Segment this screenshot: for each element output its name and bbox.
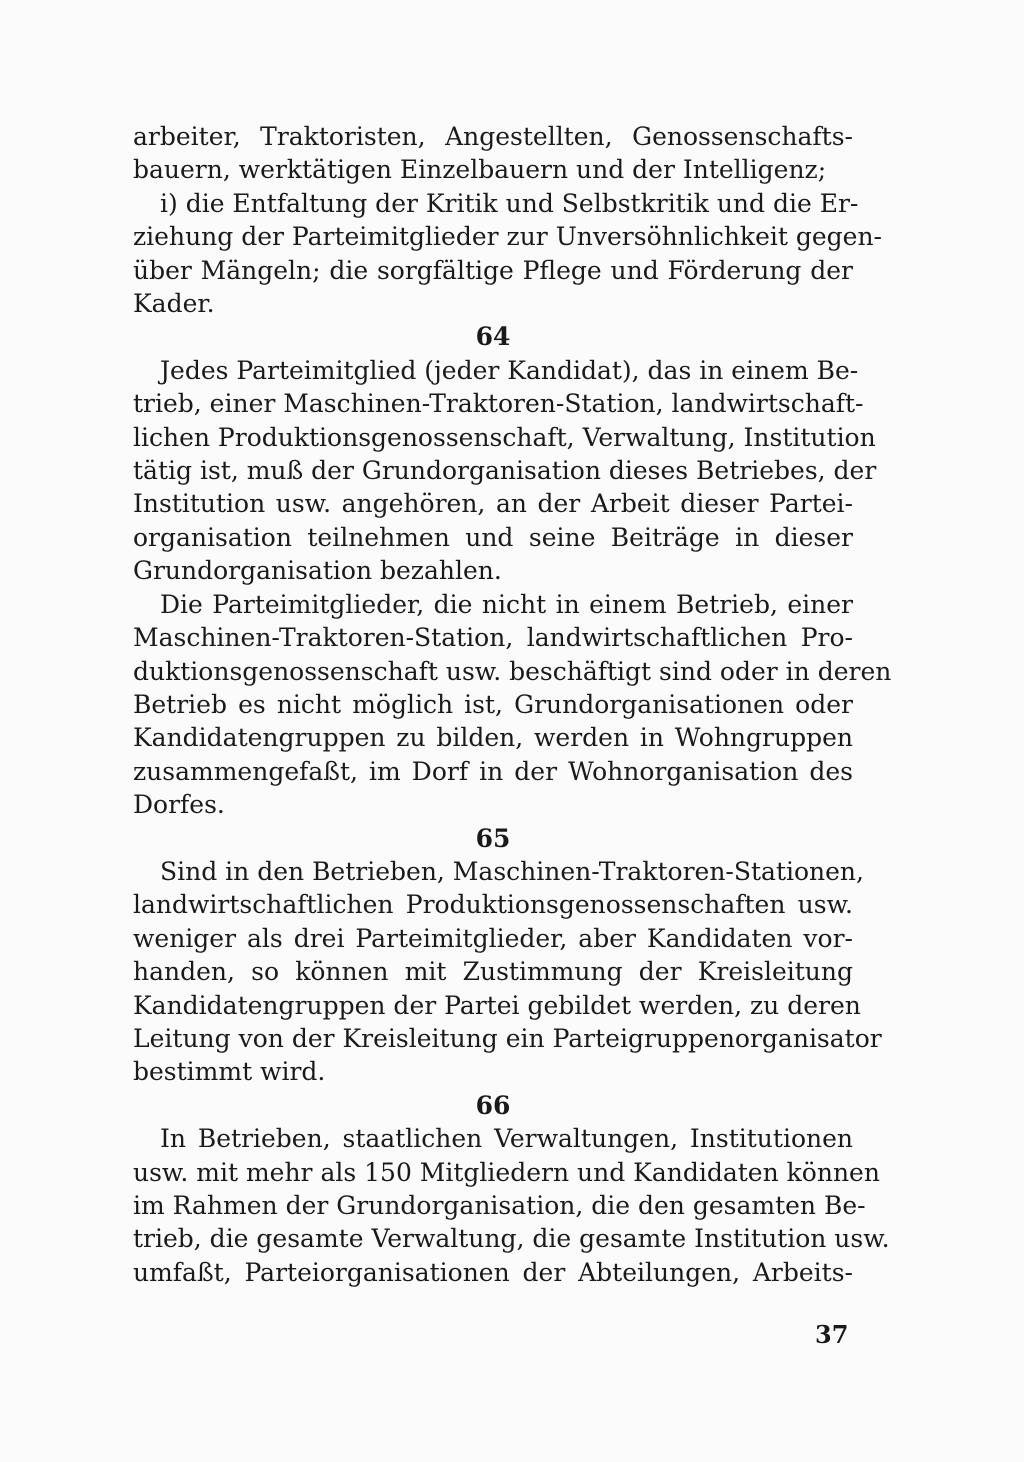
text-line: duktionsgenossenschaft usw. beschäftigt sind oder in deren xyxy=(133,656,892,686)
section-number-64: 64 xyxy=(475,322,511,352)
text-line: Dorfes. xyxy=(133,790,225,820)
text-line: Jedes Parteimitglied (jeder Kandidat), das in einem Be- xyxy=(160,355,859,385)
text-line: landwirtschaftlichen Produktionsgenossenschaften usw. xyxy=(133,890,853,920)
text-line: zusammengefaßt, im Dorf in der Wohnorganisation des xyxy=(133,756,853,786)
text-line: arbeiter, Traktoristen, Angestellten, Genossenschafts- xyxy=(133,122,853,151)
text-line: Die Parteimitglieder, die nicht in einem Betrieb, einer xyxy=(160,589,853,619)
text-line: Leitung von der Kreisleitung ein Parteigruppenorganisator xyxy=(133,1023,882,1053)
text-line: usw. mit mehr als 150 Mitgliedern und Kandidaten können xyxy=(133,1157,880,1187)
text-line: organisation teilnehmen und seine Beiträge in dieser xyxy=(133,522,853,552)
section-number-65: 65 xyxy=(475,823,511,853)
text-line: tätig ist, muß der Grundorganisation dieses Betriebes, der xyxy=(133,456,877,486)
text-line: über Mängeln; die sorgfältige Pflege und Förderung der xyxy=(133,255,853,285)
text-line: weniger als drei Parteimitglieder, aber Kandidaten vor- xyxy=(133,923,853,953)
text-line: Sind in den Betrieben, Maschinen-Traktoren-Stationen, xyxy=(160,856,864,886)
text-line: trieb, die gesamte Verwaltung, die gesamte Institution usw. xyxy=(133,1224,890,1254)
text-line: Kandidatengruppen zu bilden, werden in Wohngruppen xyxy=(133,723,853,753)
text-line: trieb, einer Maschinen-Traktoren-Station, landwirtschaft- xyxy=(133,389,864,419)
text-line: handen, so können mit Zustimmung der Kreisleitung xyxy=(133,957,853,987)
text-line: bauern, werktätigen Einzelbauern und der Intelligenz; xyxy=(133,155,827,185)
text-line: lichen Produktionsgenossenschaft, Verwaltung, Institution xyxy=(133,422,876,452)
text-line: Betrieb es nicht möglich ist, Grundorganisationen oder xyxy=(133,689,853,719)
text-line: umfaßt, Parteiorganisationen der Abteilungen, Arbeits- xyxy=(133,1257,853,1287)
page-number: 37 xyxy=(815,1320,849,1349)
section-number-66: 66 xyxy=(475,1090,511,1120)
text-line: im Rahmen der Grundorganisation, die den gesamten Be- xyxy=(133,1191,866,1220)
text-line: i) die Entfaltung der Kritik und Selbstkritik und die Er- xyxy=(160,188,859,218)
text-line: ziehung der Parteimitglieder zur Unversöhnlichkeit gegen- xyxy=(133,222,882,252)
page-body-text xyxy=(133,120,892,1289)
text-line: Kandidatengruppen der Partei gebildet werden, zu deren xyxy=(133,990,861,1020)
text-line: Maschinen-Traktoren-Station, landwirtschaftlichen Pro- xyxy=(133,623,853,653)
text-line: Kader. xyxy=(133,289,215,319)
text-line: Institution usw. angehören, an der Arbeit dieser Partei- xyxy=(133,489,853,519)
text-line: bestimmt wird. xyxy=(133,1057,326,1087)
text-line: Grundorganisation bezahlen. xyxy=(133,556,502,586)
text-line: In Betrieben, staatlichen Verwaltungen, Institutionen xyxy=(160,1124,853,1154)
